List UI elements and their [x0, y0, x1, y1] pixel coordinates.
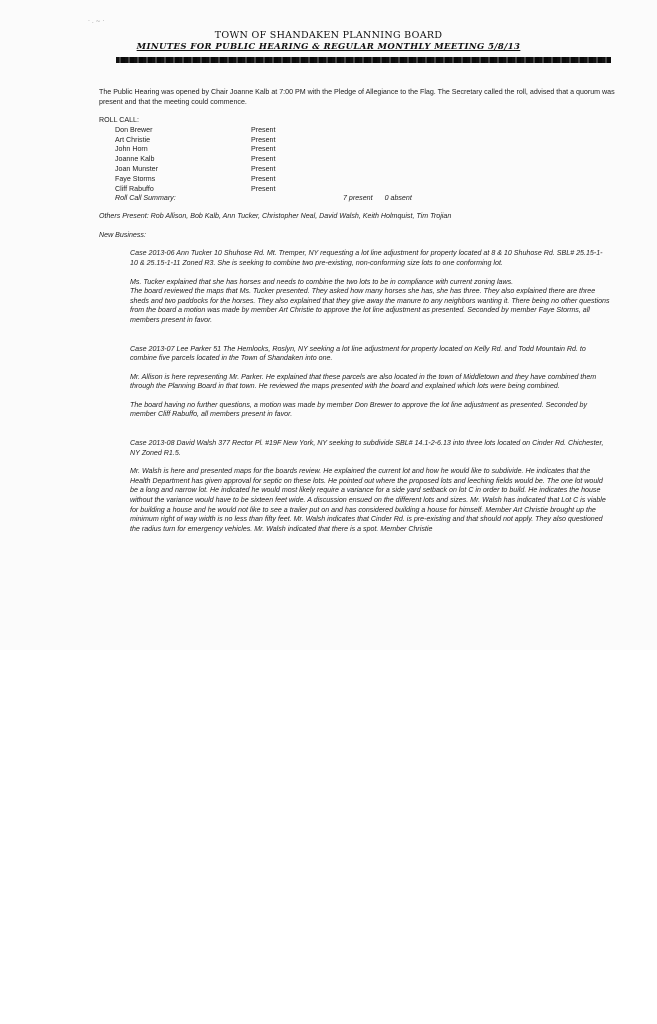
- case-2013-08: [130, 439, 610, 534]
- new-business-label: New Business:: [99, 230, 146, 239]
- roll-call-list: [115, 126, 619, 204]
- case-paragraph: Mr. Walsh is here and presented maps for the boards review. He explained the current lot and how he would like to subdivide. He indicates that the Health Department has given approval for septic on these lots. He pointed out where the proposed lots and leeching fields would be. The one lot would be a long and narrow lot. He indicated he would most likely require a variance for a side yard setback on lot C in order to build. He indicates the house without the variance would have to be sixteen feet wide. A discussion ensued on the different lots and sizes. Mr. Walsh has indicated that Lot C is viable for building a house and he would not like to see a trailer put on and has considered building a house for himself. Member Art Christie brought up the minimum right of way width is no less than fifty feet. Mr. Walsh indicates that Cinder Rd. is pre-existing and that should not apply. They also questioned the radius turn for emergency vehicles. Mr. Walsh indicated that there is a spot. Member Christie: [130, 467, 606, 533]
- case-paragraph: Ms. Tucker explained that she has horses and needs to combine the two lots to be in compliance with current zoning laws. The board reviewed the maps that Ms. Tucker presented. They asked how many horses she has, she has three. They also explained there are three sheds and two paddocks for the horses. They also explained that they give away the manure to any neighbors wanting it. There being no other questions from the board a motion was made by member Art Christie to approve the lot line adjustment as presented. Seconded by member Faye Storms, all members present in favor.: [130, 277, 610, 324]
- header-rule: [116, 57, 611, 63]
- member-status: Present: [251, 184, 276, 193]
- document-header: [0, 30, 657, 53]
- member-name: Art Christie: [115, 135, 151, 144]
- case-paragraph: Case 2013-06 Ann Tucker 10 Shuhose Rd. Mt. Tremper, NY requesting a lot line adjustment for property located at 8 & 10 Shuhose Rd. SBL# 25.15-1-10 & 25.15-1-11 Zoned R3. She is seeking to combine two pre-existing, non-conforming size lots to one conforming lot.: [130, 249, 603, 267]
- roll-call-row: [115, 185, 619, 195]
- roll-call-row: [115, 165, 619, 175]
- member-name: John Horn: [115, 145, 148, 154]
- roll-call-row: [115, 175, 619, 185]
- member-name: Faye Storms: [115, 174, 156, 183]
- summary-present: 7 present: [343, 194, 373, 203]
- case-paragraph: Case 2013-08 David Walsh 377 Rector Pl. #19F New York, NY seeking to subdivide SBL# 14.1-2-6.13 into three lots located on Cinder Rd. Chichester, NY Zoned R1.5.: [130, 439, 604, 457]
- case-2013-06: [130, 249, 610, 325]
- case-paragraph: Mr. Allison is here representing Mr. Parker. He explained that these parcels are also located in the town of Middletown and they have combined them through the Planning Board in that town. He reviewed the maps presented with the board and explained which lots were being combined.: [130, 372, 597, 391]
- member-name: Cliff Rabuffo: [115, 184, 154, 193]
- member-status: Present: [251, 125, 276, 134]
- roll-call-row: [115, 145, 619, 155]
- minutes-body: [99, 88, 619, 543]
- others-present: Others Present: Rob Allison, Bob Kalb, Ann Tucker, Christopher Neal, David Walsh, Keith Holmquist, Tim Trojian: [99, 212, 452, 221]
- roll-call-heading: ROLL CALL:: [99, 116, 139, 125]
- intro-paragraph: The Public Hearing was opened by Chair Joanne Kalb at 7:00 PM with the Pledge of Allegiance to the Flag. The Secretary called the roll, advised that a quorum was present and that the meeting could commence.: [99, 88, 615, 106]
- roll-call-row: [115, 136, 619, 146]
- roll-call-row: [115, 155, 619, 165]
- case-2013-07: [130, 345, 610, 421]
- roll-call-row: [115, 126, 619, 136]
- summary-label: Roll Call Summary:: [115, 194, 176, 203]
- member-status: Present: [251, 155, 276, 164]
- scan-speck: · . ~ ·: [88, 18, 105, 25]
- member-name: Joanne Kalb: [115, 155, 155, 164]
- roll-call-summary: [115, 194, 619, 204]
- member-status: Present: [251, 135, 276, 144]
- member-status: Present: [251, 164, 276, 173]
- member-status: Present: [251, 174, 276, 183]
- member-status: Present: [251, 145, 276, 154]
- case-paragraph: Case 2013-07 Lee Parker 51 The Hemlocks, Roslyn, NY seeking a lot line adjustment for property located on Kelly Rd. and Todd Mountain Rd. to combine five parcels located in the Town of Shandaken into one.: [130, 344, 586, 363]
- document-title: TOWN OF SHANDAKEN PLANNING BOARD: [214, 30, 443, 41]
- summary-absent: 0 absent: [384, 194, 412, 203]
- case-paragraph: The board having no further questions, a motion was made by member Don Brewer to approve the lot line adjustment as presented. Seconded by member Cliff Rabuffo, all members present in favor.: [130, 400, 588, 419]
- member-name: Joan Munster: [115, 164, 158, 173]
- member-name: Don Brewer: [115, 125, 153, 134]
- document-subtitle: MINUTES FOR PUBLIC HEARING & REGULAR MONTHLY MEETING 5/8/13: [136, 42, 521, 52]
